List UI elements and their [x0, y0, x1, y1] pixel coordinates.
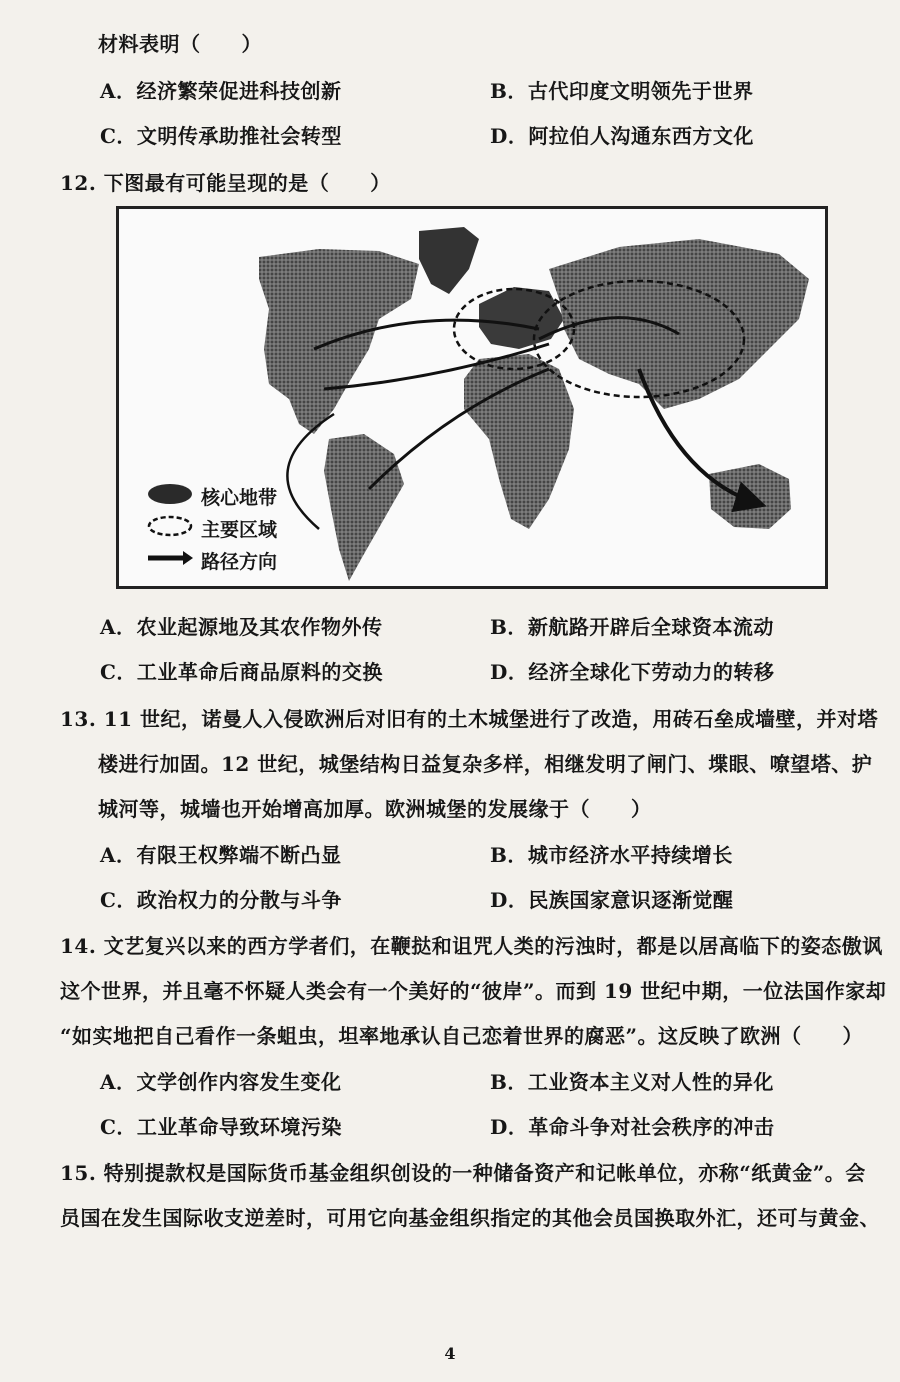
- legend-label-route: 路径方向: [201, 551, 278, 573]
- option-text: 工业革命后商品原料的交换: [136, 660, 383, 684]
- q12-option-b[interactable]: [490, 611, 774, 640]
- option-letter: D．: [490, 660, 529, 684]
- option-letter: A．: [100, 79, 137, 103]
- legend-label-main: 主要区域: [201, 519, 278, 541]
- route-arrow-swatch-icon: [145, 545, 195, 571]
- option-letter: C．: [100, 888, 137, 912]
- option-letter: B．: [490, 79, 528, 103]
- q14-stem-line-3: “如实地把自己看作一条蛆虫，坦率地承认自己恋着世界的腐恶”。这反映了欧洲（ ）: [60, 1024, 864, 1048]
- q11-option-d[interactable]: [490, 120, 754, 149]
- q13-stem-line-3: 城河等，城墙也开始增高加厚。欧洲城堡的发展缘于（ ）: [98, 797, 652, 821]
- page-number: 4: [444, 1344, 456, 1363]
- q13-stem-line-2: 楼进行加固。12 世纪，城堡结构日益复杂多样，相继发明了闸门、堞眼、嘹望塔、护: [98, 752, 873, 776]
- q13-option-a[interactable]: [100, 839, 342, 868]
- core-zone-swatch-icon: [145, 481, 195, 507]
- option-text: 经济全球化下劳动力的转移: [528, 660, 775, 684]
- option-letter: C．: [100, 124, 137, 148]
- q12-stem: 12. 下图最有可能呈现的是（ ）: [60, 171, 391, 195]
- option-text: 经济繁荣促进科技创新: [136, 79, 342, 103]
- q11-option-b[interactable]: [490, 75, 753, 104]
- q14-stem-line-2: 这个世界，并且毫不怀疑人类会有一个美好的“彼岸”。而到 19 世纪中期，一位法国作家却: [60, 979, 887, 1003]
- q13-option-b[interactable]: [490, 839, 733, 868]
- q11-option-c[interactable]: [100, 120, 342, 149]
- option-text: 古代印度文明领先于世界: [527, 79, 754, 103]
- q14-option-b[interactable]: [490, 1066, 774, 1095]
- option-text: 有限王权弊端不断凸显: [136, 843, 342, 867]
- option-letter: C．: [100, 660, 137, 684]
- australia-landmass: [709, 464, 791, 529]
- option-text: 阿拉伯人沟通东西方文化: [528, 124, 754, 148]
- option-text: 城市经济水平持续增长: [527, 843, 733, 867]
- option-letter: B．: [490, 843, 528, 867]
- world-map-figure: [116, 206, 828, 589]
- option-letter: B．: [490, 615, 528, 639]
- q12-option-c[interactable]: [100, 656, 383, 685]
- option-letter: A．: [100, 615, 137, 639]
- legend-main: [145, 513, 325, 543]
- option-letter: A．: [100, 1070, 137, 1094]
- option-text: 革命斗争对社会秩序的冲击: [528, 1115, 775, 1139]
- q13-option-c[interactable]: [100, 884, 342, 913]
- option-letter: D．: [490, 124, 529, 148]
- main-region-swatch-icon: [145, 513, 195, 539]
- q11-option-a[interactable]: [100, 75, 342, 104]
- option-text: 农业起源地及其农作物外传: [136, 615, 383, 639]
- option-text: 工业资本主义对人性的异化: [527, 1070, 774, 1094]
- north-america-landmass: [259, 249, 419, 434]
- option-text: 文明传承助推社会转型: [136, 124, 342, 148]
- option-letter: D．: [490, 888, 529, 912]
- asia-landmass: [549, 239, 809, 409]
- q13-option-d[interactable]: [490, 884, 733, 913]
- greenland-landmass: [419, 227, 479, 294]
- q11-stem-tail: 材料表明（ ）: [98, 32, 262, 56]
- q12-option-d[interactable]: [490, 656, 774, 685]
- option-letter: C．: [100, 1115, 137, 1139]
- option-text: 政治权力的分散与斗争: [136, 888, 342, 912]
- legend-label-core: 核心地带: [201, 487, 278, 509]
- legend-core: [145, 481, 325, 511]
- q14-option-a[interactable]: [100, 1066, 342, 1095]
- option-letter: D．: [490, 1115, 529, 1139]
- q14-stem-line-1: 14. 文艺复兴以来的西方学者们，在鞭挞和诅咒人类的污浊时，都是以居高临下的姿态傲讽: [60, 934, 883, 958]
- q15-stem-line-1: 15. 特别提款权是国际货币基金组织创设的一种储备资产和记帐单位，亦称“纸黄金”。会: [60, 1161, 866, 1185]
- option-text: 文学创作内容发生变化: [136, 1070, 342, 1094]
- option-text: 民族国家意识逐渐觉醒: [528, 888, 734, 912]
- africa-landmass: [464, 354, 574, 529]
- q13-stem-line-1: 13. 11 世纪，诺曼人入侵欧洲后对旧有的土木城堡进行了改造，用砖石垒成墙壁，并对塔: [60, 707, 879, 731]
- option-letter: A．: [100, 843, 137, 867]
- q15-stem-line-2: 员国在发生国际收支逆差时，可用它向基金组织指定的其他会员国换取外汇，还可与黄金、: [60, 1206, 880, 1230]
- legend-route: [145, 545, 325, 575]
- q14-option-d[interactable]: [490, 1111, 774, 1140]
- q12-option-a[interactable]: [100, 611, 383, 640]
- south-america-landmass: [324, 434, 404, 581]
- option-text: 新航路开辟后全球资本流动: [527, 615, 774, 639]
- q14-option-c[interactable]: [100, 1111, 342, 1140]
- option-letter: B．: [490, 1070, 528, 1094]
- option-text: 工业革命导致环境污染: [136, 1115, 342, 1139]
